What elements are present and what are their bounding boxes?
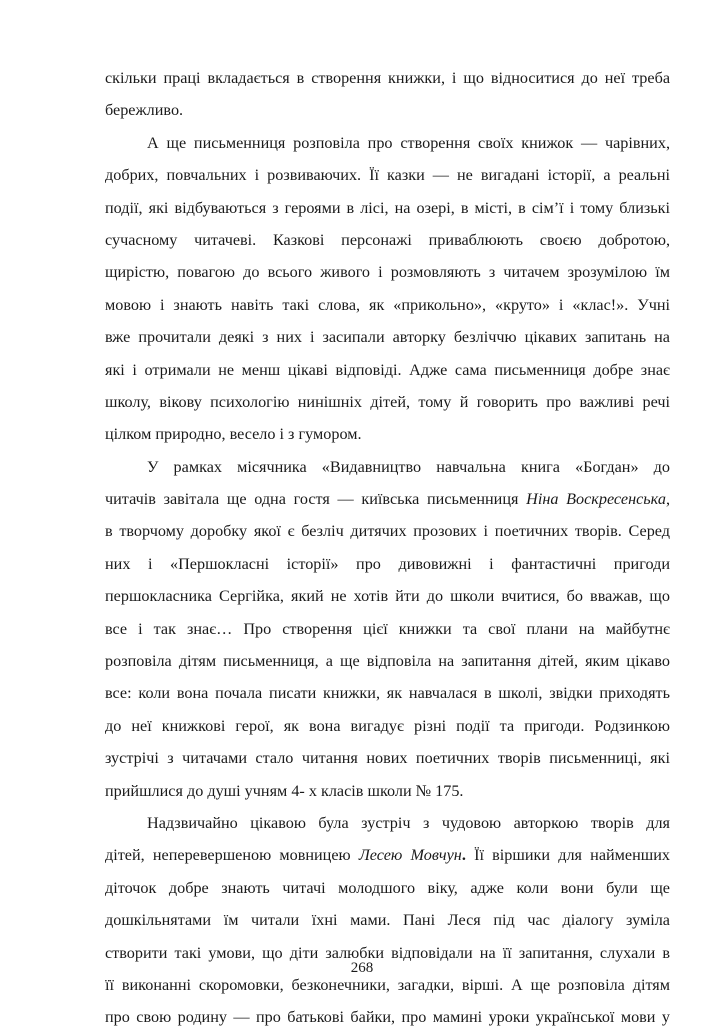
text-line: бережливо. bbox=[105, 101, 184, 120]
body-text bbox=[105, 62, 670, 1034]
text-line: добрих, повчальних і розвиваючих. Її казки — не вигадані історії, а реальні bbox=[105, 166, 670, 185]
text-segment: читачів завітала ще одна гостя — київська письменниця bbox=[105, 490, 527, 509]
text-line: Надзвичайно цікавою була зустріч з чудовою авторкою творів для bbox=[147, 813, 670, 832]
text-line: вже прочитали деякі з них і засипали авторку безліччю цікавих запитань на bbox=[105, 328, 670, 347]
text-line: до неї книжкові герої, як вона вигадує різні події та пригоди. Родзинкою bbox=[105, 716, 670, 735]
text-line bbox=[105, 483, 670, 515]
text-line: в творчому доробку якої є безліч дитячих прозових і поетичних творів. Серед bbox=[105, 522, 670, 541]
text-line: прийшлися до душі учням 4- х класів школи № 175. bbox=[105, 781, 464, 800]
text-line: школу, вікову психологію нинішніх дітей, тому й говорить про важливі речі bbox=[105, 392, 670, 411]
text-line: створити такі умови, що діти залюбки відповідали на її запитання, слухали в bbox=[105, 943, 670, 962]
text-line: події, які відбуваються з героями в лісі, на озері, в місті, в сім’ї і тому близькі bbox=[105, 198, 670, 217]
text-line: її виконанні скоромовки, безконечники, загадки, вірші. А ще розповіла дітям bbox=[105, 975, 670, 994]
emphasized-name: Ніна Воскресенська bbox=[526, 490, 666, 509]
text-line: які і отримали не менш цікаві відповіді. Адже сама письменниця добре знає bbox=[105, 360, 670, 379]
text-segment: дітей, неперевершеною мовницею bbox=[105, 846, 359, 865]
text-line: дошкільнятами їм читали їхні мами. Пані Леся під час діалогу зуміла bbox=[105, 911, 670, 930]
text-line: У рамках місячника «Видавництво навчальна книга «Богдан» до bbox=[147, 457, 670, 476]
text-line bbox=[105, 839, 670, 871]
text-segment: , bbox=[665, 490, 670, 509]
text-line: розповіла дітям письменниця, а ще відповіла на запитання дітей, яким цікаво bbox=[105, 652, 670, 671]
text-line: все: коли вона почала писати книжки, як навчалася в школі, звідки приходять bbox=[105, 684, 670, 703]
page-number: 268 bbox=[350, 960, 374, 976]
text-line: зустрічі з читачами стало читання нових поетичних творів письменниці, які bbox=[105, 749, 670, 768]
text-line: першокласника Сергійка, який не хотів йти до школи вчитися, бо вважав, що bbox=[105, 587, 670, 606]
text-line: А ще письменниця розповіла про створення своїх книжок — чарівних, bbox=[147, 133, 670, 152]
text-line: про свою родину — про батькові байки, про мамині уроки української мови у bbox=[105, 1008, 670, 1027]
emphasized-name: Лесею Мовчун bbox=[358, 846, 462, 865]
text-line: мовою і знають навіть такі слова, як «прикольно», «круто» і «клас!». Учні bbox=[105, 295, 670, 314]
text-segment: Її віршики для найменших bbox=[465, 846, 670, 865]
text-line: цілком природно, весело і з гумором. bbox=[105, 425, 362, 444]
text-line: все і так знає… Про створення цієї книжки та свої плани на майбутнє bbox=[105, 619, 670, 638]
text-line: щирістю, повагою до всього живого і розмовляють з читачем зрозумілою їм bbox=[105, 263, 670, 282]
text-line: сучасному читачеві. Казкові персонажі приваблюють своєю добротою, bbox=[105, 230, 670, 249]
text-line: них і «Першокласні історії» про дивовижні і фантастичні пригоди bbox=[105, 554, 670, 573]
text-segment: . bbox=[461, 846, 466, 865]
text-line: скільки праці вкладається в створення книжки, і що відноситися до неї треба bbox=[105, 69, 670, 87]
text-line: діточок добре знають читачі молодшого віку, адже коли вони були ще bbox=[105, 878, 670, 897]
